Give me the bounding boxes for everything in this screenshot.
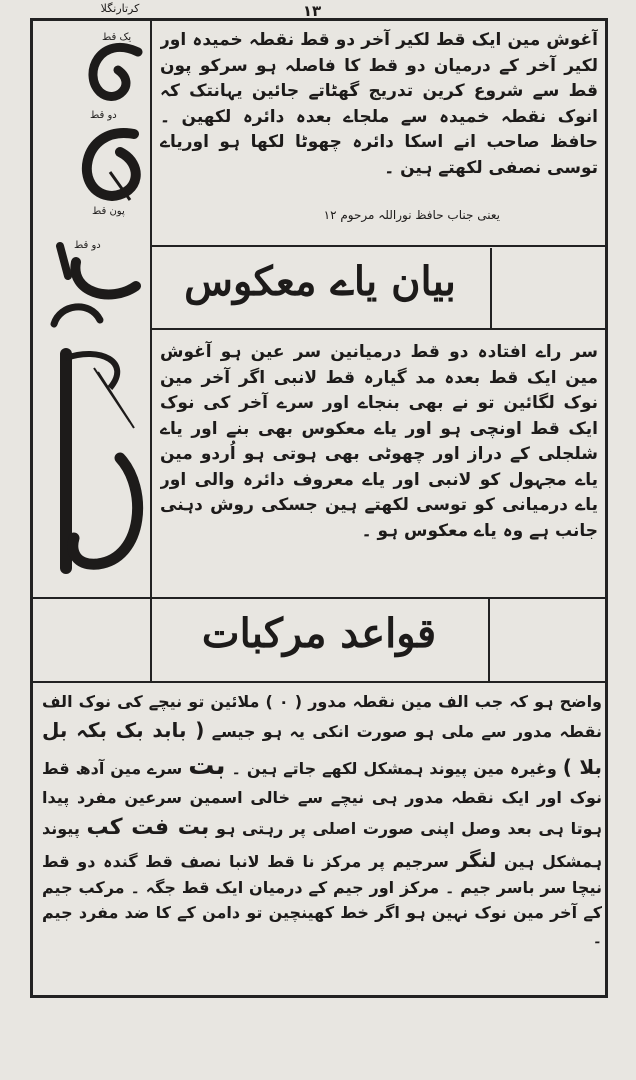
section1-footnote: یعنی جناب حافظ نوراللہ مرحوم ۱۲ [323,208,500,222]
heading2-right-divider [488,598,490,682]
corner-label: کرتارنگلا [100,2,140,15]
heading-ye-makoos: بیان یاے معکوس [184,260,456,305]
section3-body [42,690,602,990]
section3-example2: بت [188,750,226,781]
rule-after-heading2 [30,681,608,683]
section3-line4: پیوند ہمشکل ہین [42,818,602,871]
letterform-illustrations [40,24,148,334]
side-label-d: دو قط [74,240,101,251]
section3-example1: ( بابد بک بکہ بل بلا ) [42,717,602,779]
ye-letterform-illustration [40,338,148,594]
section3-line3: سرے مین آدھ قط نوک اور ایک نقطہ مدور ہی نیچے سے خالی اسمین سرعین مفرد پیدا ہوتا ہی بعد وصل اپنی صورت اصلی پر رہتی ہو [42,758,602,838]
column-divider-middle [150,340,152,598]
section3-line1: واضح ہو کہ جب الف مین نقطہ مدور ( ۰ ) ملائین تو نیچے کی نوک الف نقطہ مدور سے ملی ہو صورت [42,692,602,741]
side-label-c: پون قط [92,206,125,217]
section3-line5: سرجیم پر مرکز نا قط لانبا نصف قط گندہ دو قط نیچا سر باسر جیم ۔ مرکز اور جیم کے درمیان ایک قط جگہ ۔ مرکب جیم کے آخر مین نوک نہین ہو اگر خط کھینچین تو دامن کے کا ضد مفرد جیم ۔ [42,851,602,947]
page-number: ۱۳ [302,2,322,20]
section3-example3: بت فت کب [86,814,210,840]
section2-paragraph: سر راے افتادہ دو قط درمیانین سر عین ہو آغوش مین ایک قط بعدہ مد گیارہ قط لانبی اگر آخر مین نوک لگائین تو نے بھی بنجاے اور سرے آخر کی نوک ایک قط اونچی ہو اور یاے معکوس بھی بنے اور یاے شلجلی کے دراز اور چھوٹی بھی ہوتی ہو اُردو مین یاے مجہول کو لانبی اور یاے معروف دائرہ والی اور یاے درمیانی کو توسی لکھتے ہین جسکی روش دہنی جانب ہے وہ یاے معکوس ہو ۔ [160,342,598,541]
heading-qawaid-murakkabat: قواعد مرکبات [201,612,437,657]
rule-after-section2 [30,597,608,599]
section3-line2-after: وغیرہ مین پیوند ہمشکل لکھے جاتے ہین ۔ [231,758,557,778]
heading1-right-divider [490,248,492,330]
side-label-a: یک قط [102,32,132,43]
section3-line2-before: انکی یہ ہو جیسے [211,721,350,741]
side-label-b: دو قط [90,110,117,121]
rule-after-section1 [150,245,608,247]
section1-paragraph: آغوش مین ایک قط لکیر آخر دو قط نقطہ خمیدہ اور لکیر آخر کے درمیان دو قط کا فاصلہ ہو سرکو پون قط سے شروع کرین تدریج گھٹاتے جائین یہانتک کہ انوک نقطہ خمیدہ سے ملجاے بعدہ دائرہ لکھین ۔ حافظ صاحب انے اسکا دائرہ چھوٹا لکھا ہو اوریاے توسی نصفی لکھتے ہین ۔ [160,30,598,178]
section3-example4: لنگر [456,847,497,872]
rule-after-heading1 [150,328,608,330]
